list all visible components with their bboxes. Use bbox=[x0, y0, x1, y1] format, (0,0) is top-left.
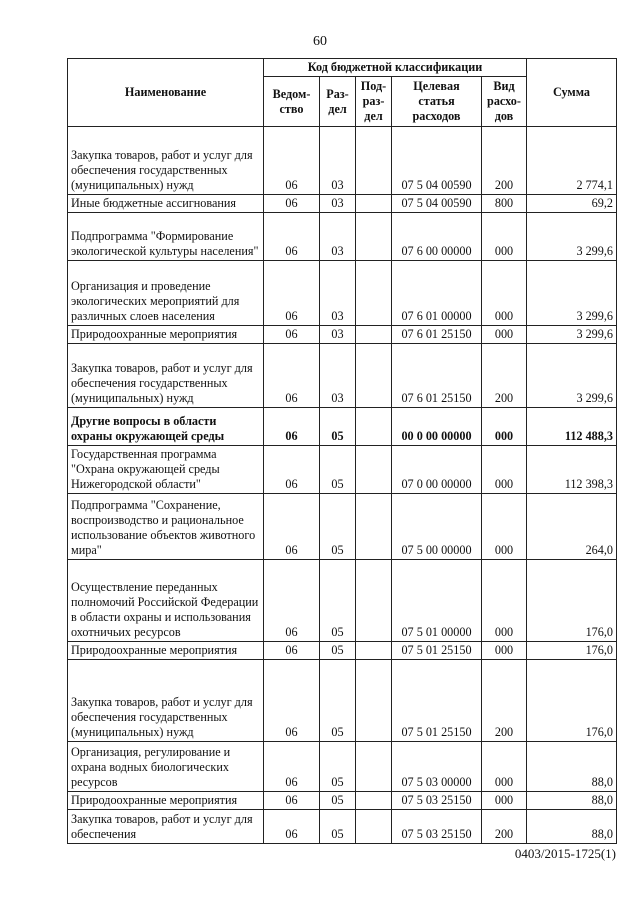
header-podrazdel: Под-раз-дел bbox=[356, 77, 392, 127]
row-name: Закупка товаров, работ и услуг для обеспечения bbox=[68, 810, 264, 844]
row-target-article: 07 5 03 25150 bbox=[392, 810, 482, 844]
row-target-article: 07 5 01 00000 bbox=[392, 560, 482, 642]
row-name: Организация, регулирование и охрана водных биологических ресурсов bbox=[68, 742, 264, 792]
row-department: 06 bbox=[264, 660, 320, 742]
row-name: Государственная программа "Охрана окружающей среды Нижегородской области" bbox=[68, 446, 264, 494]
row-expense-type: 000 bbox=[482, 560, 527, 642]
row-section: 03 bbox=[320, 344, 356, 408]
row-department: 06 bbox=[264, 213, 320, 261]
row-expense-type: 000 bbox=[482, 494, 527, 560]
row-expense-type: 800 bbox=[482, 195, 527, 213]
row-section: 05 bbox=[320, 742, 356, 792]
row-department: 06 bbox=[264, 127, 320, 195]
table-body bbox=[68, 127, 617, 844]
row-section: 05 bbox=[320, 660, 356, 742]
row-sum: 3 299,6 bbox=[527, 261, 617, 326]
row-expense-type: 000 bbox=[482, 742, 527, 792]
row-expense-type: 000 bbox=[482, 642, 527, 660]
row-subsection bbox=[356, 660, 392, 742]
row-subsection bbox=[356, 127, 392, 195]
table-row bbox=[68, 261, 617, 326]
row-expense-type: 200 bbox=[482, 810, 527, 844]
header-target: Целевая статья расходов bbox=[392, 77, 482, 127]
row-subsection bbox=[356, 494, 392, 560]
row-target-article: 07 5 04 00590 bbox=[392, 127, 482, 195]
page-number: 60 bbox=[313, 34, 327, 49]
row-expense-type: 000 bbox=[482, 213, 527, 261]
row-name: Природоохранные мероприятия bbox=[68, 792, 264, 810]
row-section: 03 bbox=[320, 213, 356, 261]
row-subsection bbox=[356, 261, 392, 326]
row-department: 06 bbox=[264, 344, 320, 408]
row-target-article: 07 5 01 25150 bbox=[392, 642, 482, 660]
row-target-article: 07 6 01 25150 bbox=[392, 326, 482, 344]
row-target-article: 07 5 01 25150 bbox=[392, 660, 482, 742]
row-section: 05 bbox=[320, 560, 356, 642]
row-subsection bbox=[356, 213, 392, 261]
row-name: Другие вопросы в области охраны окружающей среды bbox=[68, 408, 264, 446]
row-subsection bbox=[356, 326, 392, 344]
row-subsection bbox=[356, 560, 392, 642]
table-row bbox=[68, 127, 617, 195]
row-target-article: 07 5 00 00000 bbox=[392, 494, 482, 560]
row-sum: 88,0 bbox=[527, 810, 617, 844]
row-department: 06 bbox=[264, 792, 320, 810]
row-target-article: 07 0 00 00000 bbox=[392, 446, 482, 494]
row-subsection bbox=[356, 446, 392, 494]
header-expense-type: Вид расхо-дов bbox=[482, 77, 527, 127]
row-target-article: 07 5 03 25150 bbox=[392, 792, 482, 810]
row-sum: 112 398,3 bbox=[527, 446, 617, 494]
table-row bbox=[68, 344, 617, 408]
table-row bbox=[68, 660, 617, 742]
table-row bbox=[68, 792, 617, 810]
row-section: 05 bbox=[320, 446, 356, 494]
row-section: 03 bbox=[320, 127, 356, 195]
row-sum: 176,0 bbox=[527, 560, 617, 642]
row-expense-type: 000 bbox=[482, 446, 527, 494]
row-section: 05 bbox=[320, 792, 356, 810]
row-subsection bbox=[356, 742, 392, 792]
row-name: Природоохранные мероприятия bbox=[68, 642, 264, 660]
row-expense-type: 200 bbox=[482, 344, 527, 408]
row-section: 05 bbox=[320, 408, 356, 446]
row-name: Закупка товаров, работ и услуг для обеспечения государственных (муниципальных) нужд bbox=[68, 660, 264, 742]
row-name: Организация и проведение экологических мероприятий для различных слоев населения bbox=[68, 261, 264, 326]
row-target-article: 07 5 04 00590 bbox=[392, 195, 482, 213]
row-name: Подпрограмма "Сохранение, воспроизводство и рациональное использование объектов животного мира" bbox=[68, 494, 264, 560]
row-department: 06 bbox=[264, 494, 320, 560]
row-subsection bbox=[356, 792, 392, 810]
row-sum: 88,0 bbox=[527, 742, 617, 792]
row-name: Закупка товаров, работ и услуг для обеспечения государственных (муниципальных) нужд bbox=[68, 344, 264, 408]
row-expense-type: 000 bbox=[482, 792, 527, 810]
row-department: 06 bbox=[264, 810, 320, 844]
row-subsection bbox=[356, 810, 392, 844]
row-expense-type: 200 bbox=[482, 660, 527, 742]
row-sum: 3 299,6 bbox=[527, 344, 617, 408]
row-sum: 264,0 bbox=[527, 494, 617, 560]
row-sum: 176,0 bbox=[527, 642, 617, 660]
row-sum: 88,0 bbox=[527, 792, 617, 810]
row-sum: 69,2 bbox=[527, 195, 617, 213]
row-department: 06 bbox=[264, 446, 320, 494]
table-row bbox=[68, 742, 617, 792]
header-razdel: Раз-дел bbox=[320, 77, 356, 127]
table-row bbox=[68, 446, 617, 494]
row-section: 05 bbox=[320, 810, 356, 844]
row-subsection bbox=[356, 408, 392, 446]
row-department: 06 bbox=[264, 326, 320, 344]
row-sum: 176,0 bbox=[527, 660, 617, 742]
row-section: 03 bbox=[320, 261, 356, 326]
row-target-article: 00 0 00 00000 bbox=[392, 408, 482, 446]
row-department: 06 bbox=[264, 742, 320, 792]
row-subsection bbox=[356, 344, 392, 408]
row-department: 06 bbox=[264, 642, 320, 660]
row-section: 05 bbox=[320, 494, 356, 560]
header-name: Наименование bbox=[68, 59, 264, 127]
row-name: Иные бюджетные ассигнования bbox=[68, 195, 264, 213]
row-section: 03 bbox=[320, 195, 356, 213]
table-row bbox=[68, 642, 617, 660]
table-row bbox=[68, 326, 617, 344]
row-section: 03 bbox=[320, 326, 356, 344]
row-name: Подпрограмма "Формирование экологической культуры населения" bbox=[68, 213, 264, 261]
row-expense-type: 000 bbox=[482, 408, 527, 446]
row-department: 06 bbox=[264, 560, 320, 642]
row-sum: 3 299,6 bbox=[527, 326, 617, 344]
row-department: 06 bbox=[264, 261, 320, 326]
table-row bbox=[68, 195, 617, 213]
budget-table bbox=[67, 58, 617, 844]
table-row bbox=[68, 408, 617, 446]
row-target-article: 07 6 01 00000 bbox=[392, 261, 482, 326]
row-name: Закупка товаров, работ и услуг для обеспечения государственных (муниципальных) нужд bbox=[68, 127, 264, 195]
table-row bbox=[68, 213, 617, 261]
header-sum: Сумма bbox=[527, 59, 617, 127]
row-target-article: 07 6 00 00000 bbox=[392, 213, 482, 261]
row-target-article: 07 6 01 25150 bbox=[392, 344, 482, 408]
row-name: Осуществление переданных полномочий Российской Федерации в области охраны и использования охотничьих ресурсов bbox=[68, 560, 264, 642]
row-section: 05 bbox=[320, 642, 356, 660]
row-department: 06 bbox=[264, 195, 320, 213]
row-target-article: 07 5 03 00000 bbox=[392, 742, 482, 792]
row-subsection bbox=[356, 195, 392, 213]
row-expense-type: 000 bbox=[482, 261, 527, 326]
table-row bbox=[68, 810, 617, 844]
row-expense-type: 000 bbox=[482, 326, 527, 344]
row-sum: 112 488,3 bbox=[527, 408, 617, 446]
row-department: 06 bbox=[264, 408, 320, 446]
header-code-group: Код бюджетной классификации bbox=[264, 59, 527, 77]
row-expense-type: 200 bbox=[482, 127, 527, 195]
row-sum: 3 299,6 bbox=[527, 213, 617, 261]
header-vedomstvo: Ведом-ство bbox=[264, 77, 320, 127]
document-code: 0403/2015-1725(1) bbox=[514, 846, 616, 861]
table-row bbox=[68, 560, 617, 642]
row-sum: 2 774,1 bbox=[527, 127, 617, 195]
row-subsection bbox=[356, 642, 392, 660]
table-row bbox=[68, 494, 617, 560]
row-name: Природоохранные мероприятия bbox=[68, 326, 264, 344]
